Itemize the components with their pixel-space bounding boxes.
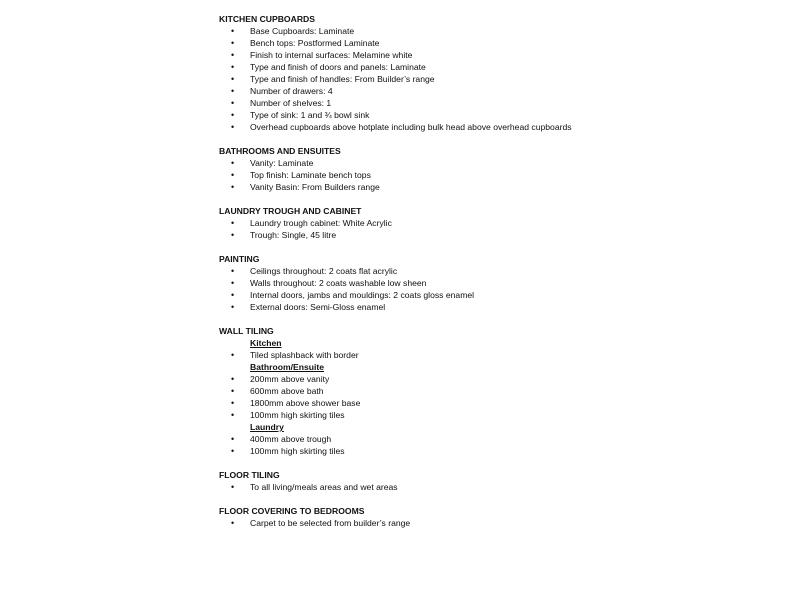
- list-item: • Base Cupboards: Laminate: [219, 25, 779, 37]
- subheading-kitchen: Kitchen: [250, 338, 282, 348]
- item-list: [219, 517, 779, 529]
- list-item: • Top finish: Laminate bench tops: [219, 169, 779, 181]
- section-heading: LAUNDRY TROUGH AND CABINET: [219, 206, 362, 216]
- item-list: [219, 433, 779, 457]
- list-item: • Number of drawers: 4: [219, 85, 779, 97]
- list-item: • Tiled splashback with border: [219, 349, 779, 361]
- item-list: [219, 217, 779, 241]
- section-painting: [219, 253, 779, 313]
- section-floor-tiling: [219, 469, 779, 493]
- section-heading: PAINTING: [219, 254, 260, 264]
- list-item: • Walls throughout: 2 coats washable low sheen: [219, 277, 779, 289]
- list-item: • Type and finish of doors and panels: Laminate: [219, 61, 779, 73]
- section-spacer: [219, 133, 779, 145]
- list-item: • External doors: Semi-Gloss enamel: [219, 301, 779, 313]
- item-list: [219, 373, 779, 421]
- list-item: • Ceilings throughout: 2 coats flat acrylic: [219, 265, 779, 277]
- list-item: • Number of shelves: 1: [219, 97, 779, 109]
- list-item: • Laundry trough cabinet: White Acrylic: [219, 217, 779, 229]
- list-item: • Type and finish of handles: From Builder’s range: [219, 73, 779, 85]
- list-item: • Finish to internal surfaces: Melamine white: [219, 49, 779, 61]
- specification-document: [219, 13, 779, 529]
- list-item: • Type of sink: 1 and ¾ bowl sink: [219, 109, 779, 121]
- list-item: • Carpet to be selected from builder’s range: [219, 517, 779, 529]
- section-heading: FLOOR COVERING TO BEDROOMS: [219, 506, 365, 516]
- list-item: • Vanity: Laminate: [219, 157, 779, 169]
- list-item: • To all living/meals areas and wet areas: [219, 481, 779, 493]
- list-item: • Trough: Single, 45 litre: [219, 229, 779, 241]
- item-list: [219, 157, 779, 193]
- section-heading: BATHROOMS AND ENSUITES: [219, 146, 341, 156]
- list-item: • Internal doors, jambs and mouldings: 2 coats gloss enamel: [219, 289, 779, 301]
- section-spacer: [219, 193, 779, 205]
- list-item: • Bench tops: Postformed Laminate: [219, 37, 779, 49]
- section-heading: FLOOR TILING: [219, 470, 280, 480]
- list-item: • Vanity Basin: From Builders range: [219, 181, 779, 193]
- section-kitchen-cupboards: [219, 13, 779, 133]
- list-item: • 400mm above trough: [219, 433, 779, 445]
- item-list: [219, 265, 779, 313]
- section-spacer: [219, 241, 779, 253]
- section-floor-covering-bedrooms: [219, 505, 779, 529]
- subheading-laundry: Laundry: [250, 422, 284, 432]
- list-item: • 100mm high skirting tiles: [219, 409, 779, 421]
- section-heading: KITCHEN CUPBOARDS: [219, 14, 315, 24]
- item-list: [219, 25, 779, 133]
- section-bathrooms-ensuites: [219, 145, 779, 193]
- list-item: • 600mm above bath: [219, 385, 779, 397]
- list-item: • Overhead cupboards above hotplate including bulk head above overhead cupboards: [219, 121, 779, 133]
- section-laundry-trough: [219, 205, 779, 241]
- list-item: • 200mm above vanity: [219, 373, 779, 385]
- section-heading: WALL TILING: [219, 326, 274, 336]
- section-wall-tiling: [219, 325, 779, 457]
- section-spacer: [219, 493, 779, 505]
- list-item: • 100mm high skirting tiles: [219, 445, 779, 457]
- item-list: [219, 349, 779, 361]
- section-spacer: [219, 313, 779, 325]
- list-item: • 1800mm above shower base: [219, 397, 779, 409]
- subheading-bathroom-ensuite: Bathroom/Ensuite: [250, 362, 325, 372]
- section-spacer: [219, 457, 779, 469]
- item-list: [219, 481, 779, 493]
